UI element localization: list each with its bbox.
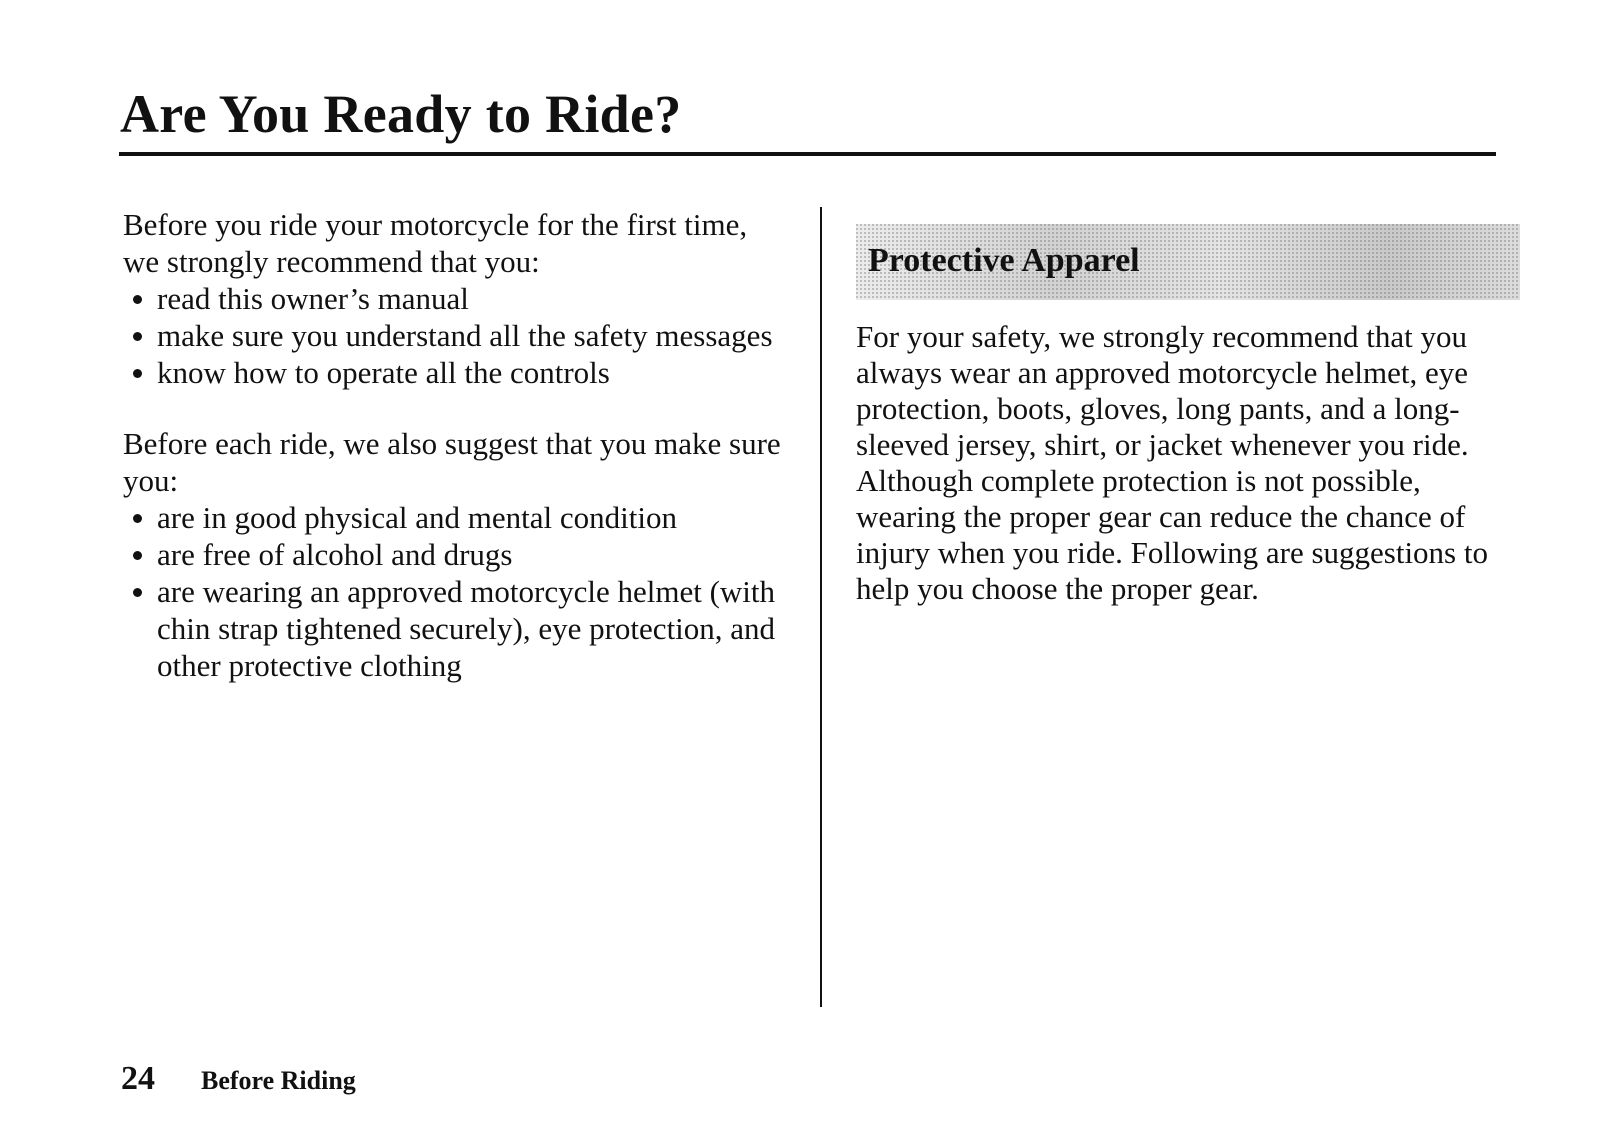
bullet-icon [133,369,142,378]
each-ride-list [123,499,783,684]
paragraph-gap [123,391,783,425]
list-item [123,317,783,354]
list-item-text: know how to operate all the controls [157,355,610,390]
intro-paragraph: Before you ride your motorcycle for the first time, we strongly recommend that you: [123,207,748,279]
list-item [123,499,783,536]
list-item-text: read this owner’s manual [157,281,469,316]
page-footer [121,1059,356,1101]
list-item [123,354,783,391]
first-ride-list [123,280,783,391]
page-title: Are You Ready to Ride? [120,84,682,144]
page-number: 24 [121,1060,155,1097]
list-item-text: are wearing an approved motorcycle helmet (with chin strap tightened securely), eye protection, and other protective clothing [157,574,776,683]
list-item-text: are in good physical and mental condition [157,500,677,535]
column-divider [820,207,822,1007]
bullet-icon [133,514,142,523]
list-item [123,280,783,317]
bullet-icon [133,551,142,560]
section-heading: Protective Apparel [868,242,1140,279]
each-ride-paragraph: Before each ride, we also suggest that you make sure you: [123,426,781,498]
protective-apparel-paragraph: For your safety, we strongly recommend that you always wear an approved motorcycle helmet, eye protection, boots, gloves, long pants, and a long-sleeved jersey, shirt, or jacket whenever you ride. Although complete protection is not possible, wearing the proper gear can reduce the chance of injury when you ride. Following are suggestions to help you choose the proper gear. [856,319,1488,606]
right-column [856,319,1526,607]
left-column [123,206,783,684]
bullet-icon [133,295,142,304]
list-item-text: are free of alcohol and drugs [157,537,513,572]
bullet-icon [133,332,142,341]
footer-section-name: Before Riding [201,1066,356,1095]
bullet-icon [133,588,142,597]
list-item-text: make sure you understand all the safety messages [157,318,773,353]
list-item [123,573,783,684]
section-banner [856,224,1520,300]
title-rule [119,152,1496,156]
list-item [123,536,783,573]
